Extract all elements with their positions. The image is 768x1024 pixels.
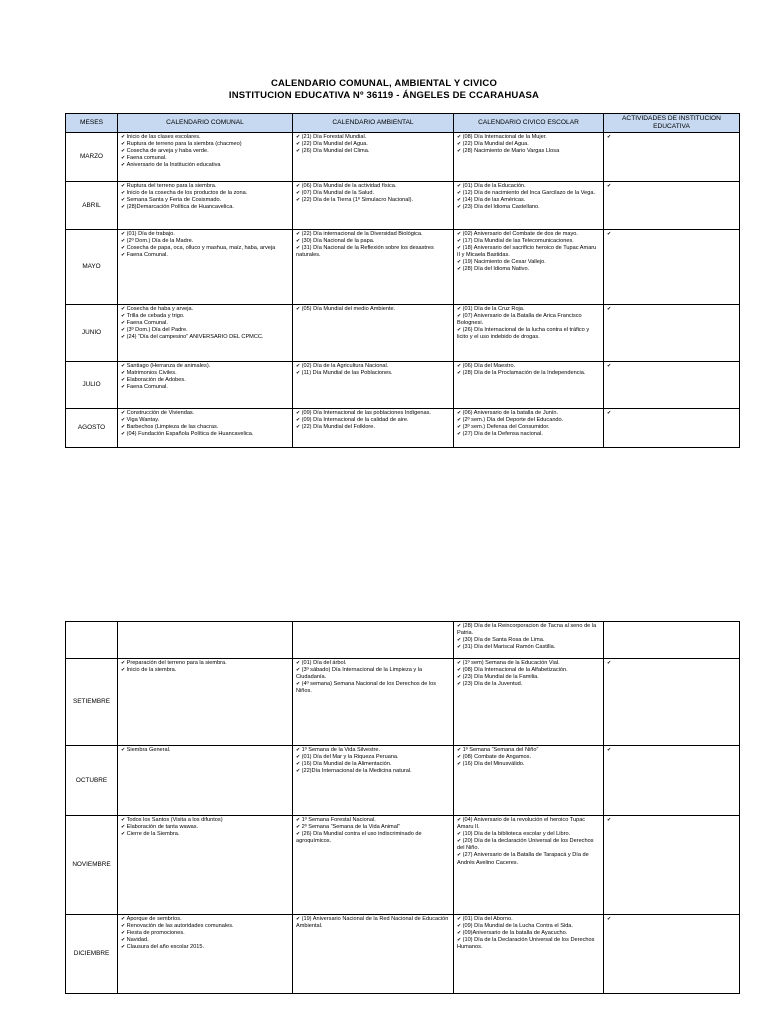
- ambiental-cell: [293, 622, 454, 659]
- list-item: ✔ (04) Aniversario de la revolución el heroico Tupac Amaru II.: [457, 817, 600, 831]
- check-icon: [607, 183, 736, 190]
- list-item: ✔ (30) Día de Santa Rosa de Lima.: [457, 637, 600, 644]
- comunal-cell: [118, 622, 293, 659]
- table-row: [66, 182, 740, 230]
- ambiental-cell: [293, 816, 454, 915]
- list-item: ✔ Todos los Santos (Visita a los difuntos): [121, 817, 289, 824]
- comunal-cell: [118, 659, 293, 746]
- table-row: [66, 362, 740, 409]
- list-item: ✔ (14) Día de las Américas.: [457, 197, 600, 204]
- list-item: ✔ (12) Día de nacimiento del Inca Garcilazo de la Vega.: [457, 190, 600, 197]
- list-item: ✔ (26) Día Mundial contra el uso indiscriminado de agroquímicos.: [296, 831, 450, 845]
- actividades-cell: [604, 915, 740, 994]
- actividades-cell: [604, 362, 740, 409]
- list-item: ✔ Faena Comunal.: [121, 252, 289, 259]
- list-item: ✔ (06) Aniversario de la batalla de Junín.: [457, 410, 600, 417]
- ambiental-cell: [293, 305, 454, 362]
- list-item: ✔ Clausura del año escolar 2015.: [121, 944, 289, 951]
- comunal-cell: [118, 305, 293, 362]
- list-item: ✔ (05) Día Mundial del medio Ambiente.: [296, 306, 450, 313]
- list-item: ✔ Ruptura de terreno para la siembra (chacmeo): [121, 141, 289, 148]
- list-item: ✔ (20) Día de la declaración Universal de los Derechos del Niño.: [457, 838, 600, 852]
- table-row: [66, 305, 740, 362]
- check-icon: [607, 134, 736, 141]
- list-item: ✔ (01) Día del Mar y la Riqueza Peruana.: [296, 754, 450, 761]
- list-item: ✔ (31) Día Nacional de la Reflexión sobre los desastres naturales.: [296, 245, 450, 259]
- list-item: ✔ (07) Aniversario de la Batalla de Arica Francisco Bolognesi.: [457, 313, 600, 327]
- check-icon: [607, 817, 736, 824]
- list-item: ✔ (23) Día de la Juventud.: [457, 681, 600, 688]
- ambiental-cell: [293, 362, 454, 409]
- civico-cell: [454, 409, 604, 448]
- list-item: ✔ 1º Semana Forestal Nacional.: [296, 817, 450, 824]
- list-item: ✔ Inicio de la siembra.: [121, 667, 289, 674]
- month-cell: SETIEMBRE: [66, 659, 118, 746]
- list-item: ✔ (01) Día de la Educación.: [457, 183, 600, 190]
- list-item: ✔ (01) Día de trabajo.: [121, 231, 289, 238]
- list-item: ✔ Inicio de la cosecha de los productos de la zona.: [121, 190, 289, 197]
- list-item: ✔ Trilla de cebada y trigo.: [121, 313, 289, 320]
- list-item: ✔ (16) Día Mundial de la Alimentación.: [296, 761, 450, 768]
- list-item: ✔ (22) Día Mundial del Folklore.: [296, 424, 450, 431]
- check-icon: [607, 660, 736, 667]
- list-item: ✔ Faena comunal.: [121, 155, 289, 162]
- table-row: [66, 659, 740, 746]
- list-item: ✔ (19) Nacimiento de Cesar Vallejo.: [457, 259, 600, 266]
- comunal-cell: [118, 182, 293, 230]
- list-item: ✔ (09) Día Internacional de las poblaciones Indígenas.: [296, 410, 450, 417]
- month-cell: OCTUBRE: [66, 746, 118, 816]
- list-item: ✔ Ruptura del terreno para la siembra.: [121, 183, 289, 190]
- list-item: ✔ Renovación de las autoridades comunales.: [121, 923, 289, 930]
- list-item: ✔ (21) Día Forestal Mundial.: [296, 134, 450, 141]
- check-icon: [607, 747, 736, 754]
- actividades-cell: [604, 409, 740, 448]
- list-item: ✔ Cosecha de haba y arveja.: [121, 306, 289, 313]
- list-item: ✔ (3º sábado) Día Internacional de la Limpieza y la Ciudadanía.: [296, 667, 450, 681]
- actividades-cell: [604, 182, 740, 230]
- list-item: ✔ (1º sem) Semana de la Educación Vial.: [457, 660, 600, 667]
- month-cell: MARZO: [66, 133, 118, 182]
- comunal-cell: [118, 816, 293, 915]
- actividades-cell: [604, 133, 740, 182]
- comunal-cell: [118, 230, 293, 305]
- civico-cell: [454, 622, 604, 659]
- list-item: ✔ (28) Día de la Reincorporacion de Tacna al seno de la Patria.: [457, 623, 600, 637]
- list-item: ✔ (01) Día del Aborno.: [457, 916, 600, 923]
- list-item: ✔ (28) Día del Idioma Nativo.: [457, 266, 600, 273]
- month-cell: AGOSTO: [66, 409, 118, 448]
- table-row: [66, 746, 740, 816]
- check-icon: [607, 306, 736, 313]
- list-item: ✔ (2º Dom.) Día de la Madre.: [121, 238, 289, 245]
- list-item: ✔ (19) Aniversario Nacional de la Red Nacional de Educación Ambiental.: [296, 916, 450, 930]
- ambiental-cell: [293, 746, 454, 816]
- list-item: ✔ (01) Día de la Cruz Roja.: [457, 306, 600, 313]
- list-item: ✔ Fiesta de promociones.: [121, 930, 289, 937]
- list-item: ✔ (28)Demarcación Política de Huancavelica.: [121, 204, 289, 211]
- list-item: ✔ Cierre de la Siembra.: [121, 831, 289, 838]
- table-row: [66, 816, 740, 915]
- list-item: ✔ Navidad.: [121, 937, 289, 944]
- civico-cell: [454, 133, 604, 182]
- check-icon: [607, 916, 736, 923]
- civico-cell: [454, 816, 604, 915]
- list-item: ✔ (09)Aniversario de la batalla de Ayacucho.: [457, 930, 600, 937]
- document-subtitle: INSTITUCION EDUCATIVA Nº 36119 - ÁNGELES DE CCARAHUASA: [228, 90, 540, 101]
- list-item: ✔ Cosecha de arveja y haba verde.: [121, 148, 289, 155]
- list-item: ✔ Cosecha de papa, oca, olluco y mashua, maíz, haba, arveja: [121, 245, 289, 252]
- header-comunal: CALENDARIO COMUNAL: [118, 114, 293, 133]
- list-item: ✔ (02) Aniversario del Combate de dos de mayo.: [457, 231, 600, 238]
- list-item: ✔ (23) Día del Idioma Castellano.: [457, 204, 600, 211]
- actividades-cell: [604, 659, 740, 746]
- list-item: ✔ (01) Día del árbol.: [296, 660, 450, 667]
- month-cell: JULIO: [66, 362, 118, 409]
- list-item: ✔ (06) Día del Maestro.: [457, 363, 600, 370]
- list-item: ✔ (22) Día Mundial del Agua.: [457, 141, 600, 148]
- list-item: ✔ (3º Dom.) Día del Padre.: [121, 327, 289, 334]
- calendar-table-page1: [65, 113, 740, 448]
- list-item: ✔ (3º sem.) Defensa del Consumidor.: [457, 424, 600, 431]
- header-meses: MESES: [66, 114, 118, 133]
- list-item: ✔ (04) Fundación Española Política de Huancavelica.: [121, 431, 289, 438]
- civico-cell: [454, 915, 604, 994]
- check-icon: [607, 231, 736, 238]
- list-item: ✔ (2º sem.) Día del Deporte del Educando.: [457, 417, 600, 424]
- table-row: [66, 915, 740, 994]
- list-item: ✔ (30) Día Nacional de la papa.: [296, 238, 450, 245]
- civico-cell: [454, 362, 604, 409]
- actividades-cell: [604, 816, 740, 915]
- civico-cell: [454, 746, 604, 816]
- comunal-cell: [118, 409, 293, 448]
- list-item: ✔ (10) Día de la biblioteca escolar y del Libro.: [457, 831, 600, 838]
- civico-cell: [454, 230, 604, 305]
- ambiental-cell: [293, 133, 454, 182]
- list-item: ✔ Barbechos (Limpieza de las chacras.: [121, 424, 289, 431]
- actividades-cell: [604, 746, 740, 816]
- comunal-cell: [118, 746, 293, 816]
- civico-cell: [454, 659, 604, 746]
- calendar-table-page2: [65, 621, 740, 994]
- list-item: ✔ (26) Día Internacional de la lucha contra el tráfico y licito y el uso indebido de drogas.: [457, 327, 600, 341]
- month-cell: NOVIEMBRE: [66, 816, 118, 915]
- list-item: ✔ Viga Wantay.: [121, 417, 289, 424]
- list-item: ✔ Siembra General.: [121, 747, 289, 754]
- list-item: ✔ Inicio de las clases escolares.: [121, 134, 289, 141]
- list-item: ✔ (11) Día Mundial de las Poblaciones.: [296, 370, 450, 377]
- list-item: ✔ Semana Santa y Feria de Cosismado.: [121, 197, 289, 204]
- list-item: ✔ 1º Semana “Semana del Niño”: [457, 747, 600, 754]
- table-row: [66, 133, 740, 182]
- list-item: ✔ (28) Nacimiento de Mario Vargas Llosa: [457, 148, 600, 155]
- list-item: ✔ (09) Día Mundial de la Lucha Contra el Sida.: [457, 923, 600, 930]
- list-item: ✔ (10) Día de la Declaración Universal de los Derechos Humanos.: [457, 937, 600, 951]
- list-item: ✔ (27) Día de la Defensa nacional.: [457, 431, 600, 438]
- document-title: CALENDARIO COMUNAL, AMBIENTAL Y CIVICO: [270, 78, 498, 89]
- table-row: [66, 409, 740, 448]
- list-item: ✔ Elaboración de Adobes.: [121, 377, 289, 384]
- list-item: ✔ (09) Día Internacional de la calidad de aire.: [296, 417, 450, 424]
- ambiental-cell: [293, 659, 454, 746]
- comunal-cell: [118, 362, 293, 409]
- month-cell: DICIEMBRE: [66, 915, 118, 994]
- list-item: ✔ Santiago (Herranza de animales).: [121, 363, 289, 370]
- civico-cell: [454, 305, 604, 362]
- list-item: ✔ Faena Comunal.: [121, 320, 289, 327]
- list-item: ✔ (22) Día Mundial del Agua.: [296, 141, 450, 148]
- comunal-cell: [118, 915, 293, 994]
- list-item: ✔ (27) Aniversario de la Batalla de Tarapacá y Día de Andrés Avelino Caceres.: [457, 852, 600, 866]
- list-item: ✔ (26) Día Mundial del Clima.: [296, 148, 450, 155]
- list-item: ✔ Matrimonios Civiles.: [121, 370, 289, 377]
- civico-cell: [454, 182, 604, 230]
- list-item: ✔ Elaboración de tanta wawas.: [121, 824, 289, 831]
- list-item: ✔ (22) Día de la Tierra (1º Simulacro Nacional).: [296, 197, 450, 204]
- list-item: ✔ (06) Día Mundial de la actividad física.: [296, 183, 450, 190]
- ambiental-cell: [293, 182, 454, 230]
- list-item: ✔ (08) Día Internacional de la Mujer.: [457, 134, 600, 141]
- list-item: ✔ (08) Día Internacional de la Alfabetización.: [457, 667, 600, 674]
- month-cell: JUNIO: [66, 305, 118, 362]
- actividades-cell: [604, 622, 740, 659]
- list-item: ✔ (31) Día del Mariscal Ramón Castilla.: [457, 644, 600, 651]
- list-item: ✔ (22) Día internacional de la Diversidad Biológica.: [296, 231, 450, 238]
- header-ambiental: CALENDARIO AMBIENTAL: [293, 114, 454, 133]
- list-item: ✔ (16) Día del Minusválido.: [457, 761, 600, 768]
- list-item: ✔ Aniversario de la Institución educativa: [121, 162, 289, 169]
- ambiental-cell: [293, 915, 454, 994]
- header-civico: CALENDARIO CIVICO ESCOLAR: [454, 114, 604, 133]
- comunal-cell: [118, 133, 293, 182]
- list-item: ✔ (28) Día de la Proclamación de la Independencia.: [457, 370, 600, 377]
- actividades-cell: [604, 305, 740, 362]
- list-item: ✔ 1º Semana de la Vida Silvestre.: [296, 747, 450, 754]
- table-row: [66, 622, 740, 659]
- check-icon: [607, 363, 736, 370]
- list-item: ✔ 2º Semana “Semana de la Vida Animal”: [296, 824, 450, 831]
- list-item: ✔ Aporque de sembríos.: [121, 916, 289, 923]
- table-row: [66, 230, 740, 305]
- list-item: ✔ (22)Día Internacional de la Medicina natural.: [296, 768, 450, 775]
- list-item: ✔ (4º semana) Semana Nacional de los Derechos de los Niños.: [296, 681, 450, 695]
- month-cell: [66, 622, 118, 659]
- list-item: ✔ Faena Comunal.: [121, 384, 289, 391]
- month-cell: MAYO: [66, 230, 118, 305]
- header-actividades: ACTIVIDADES DE INSTITUCION EDUCATIVA: [604, 114, 740, 133]
- list-item: ✔ (07) Día Mundial de la Salud.: [296, 190, 450, 197]
- check-icon: [607, 410, 736, 417]
- list-item: ✔ (08) Combate de Angamos.: [457, 754, 600, 761]
- list-item: ✔ (18) Aniversario del sacrificio heroico de Tupac Amaru II y Micaela Bastidas.: [457, 245, 600, 259]
- actividades-cell: [604, 230, 740, 305]
- list-item: ✔ (17) Día Mundial de las Telecomunicaciones.: [457, 238, 600, 245]
- list-item: ✔ (23) Día Mundial de la Familia.: [457, 674, 600, 681]
- list-item: ✔ (24) “Día del campesino” ANIVERSARIO DEL CPMCC.: [121, 334, 289, 341]
- month-cell: ABRIL: [66, 182, 118, 230]
- ambiental-cell: [293, 409, 454, 448]
- ambiental-cell: [293, 230, 454, 305]
- list-item: ✔ Construcción de Viviendas.: [121, 410, 289, 417]
- list-item: ✔ Preparación del terreno para la siembra.: [121, 660, 289, 667]
- list-item: ✔ (02) Día de la Agricultura Nacional.: [296, 363, 450, 370]
